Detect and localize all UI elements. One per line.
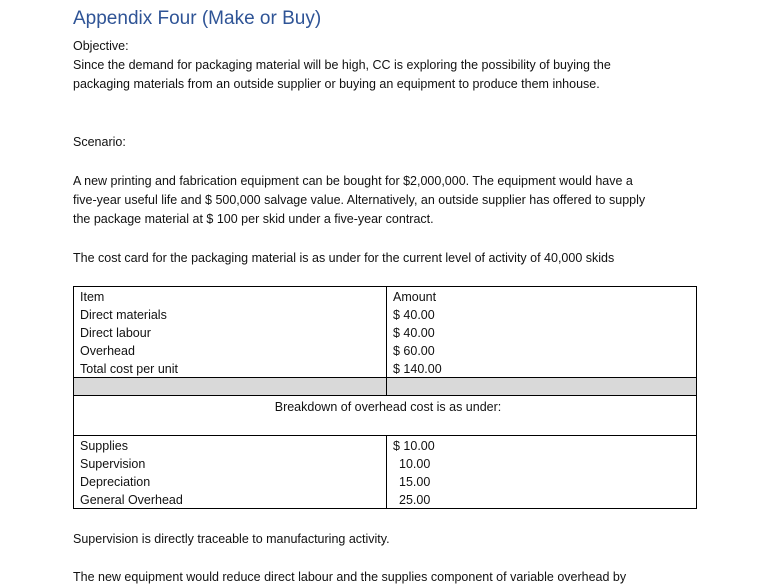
supervision-note: Supervision is directly traceable to manufacturing activity. (73, 532, 390, 546)
overhead-item: Supplies (74, 436, 387, 455)
table-row-total (74, 359, 697, 378)
header-item: Item (74, 287, 387, 306)
overhead-row (74, 454, 697, 472)
scenario-text-line-2: five-year useful life and $ 500,000 salvage value. Alternatively, an outside supplier has offered to supply (73, 193, 646, 207)
shaded-spacer-row (74, 378, 697, 396)
table-header-row (74, 287, 697, 306)
row-amount: $ 40.00 (387, 305, 697, 323)
header-amount: Amount (387, 287, 697, 306)
overhead-item: Depreciation (74, 472, 387, 490)
scenario-text-line-1: A new printing and fabrication equipment can be bought for $2,000,000. The equipment would have a (73, 174, 633, 188)
cost-card-intro: The cost card for the packaging material is as under for the current level of activity of 40,000 skids (73, 251, 615, 265)
objective-label: Objective: (73, 39, 129, 53)
equipment-note: The new equipment would reduce direct labour and the supplies component of variable overhead by (73, 570, 627, 584)
row-amount: $ 40.00 (387, 323, 697, 341)
overhead-row (74, 436, 697, 455)
scenario-label: Scenario: (73, 135, 126, 149)
table-row (74, 305, 697, 323)
row-item: Direct materials (74, 305, 387, 323)
table-row (74, 323, 697, 341)
cost-card-table (73, 286, 697, 509)
overhead-caption-row (74, 396, 697, 436)
overhead-item: General Overhead (74, 490, 387, 509)
overhead-row (74, 472, 697, 490)
overhead-item: Supervision (74, 454, 387, 472)
overhead-amount: 15.00 (387, 472, 697, 490)
appendix-heading: Appendix Four (Make or Buy) (73, 8, 322, 29)
row-amount: $ 60.00 (387, 341, 697, 359)
row-amount: $ 140.00 (387, 359, 697, 378)
overhead-amount: 10.00 (387, 454, 697, 472)
overhead-row (74, 490, 697, 509)
objective-text-line-1: Since the demand for packaging material will be high, CC is exploring the possibility of buying the (73, 58, 611, 72)
table-row (74, 341, 697, 359)
overhead-amount: 25.00 (387, 490, 697, 509)
objective-text-line-2: packaging materials from an outside supplier or buying an equipment to produce them inhouse. (73, 77, 600, 91)
row-item: Overhead (74, 341, 387, 359)
row-item: Direct labour (74, 323, 387, 341)
overhead-caption: Breakdown of overhead cost is as under: (74, 396, 697, 436)
row-item: Total cost per unit (74, 359, 387, 378)
scenario-text-line-3: the package material at $ 100 per skid under a five-year contract. (73, 212, 434, 226)
overhead-amount: $ 10.00 (387, 436, 697, 455)
